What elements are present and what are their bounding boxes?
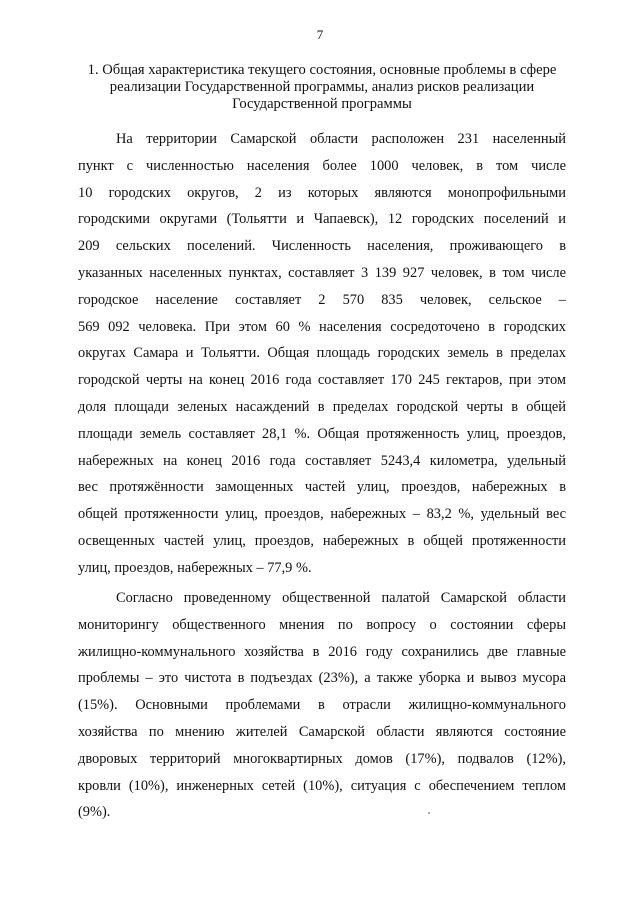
text-line: (15%). Основными проблемами в отрасли жилищно-коммунального bbox=[78, 697, 566, 714]
section-heading bbox=[72, 62, 572, 113]
text-line: городскими округами (Тольятти и Чапаевск), 12 городских поселений и bbox=[78, 211, 566, 228]
heading-line: 1. Общая характеристика текущего состояния, основные проблемы в сфере bbox=[87, 62, 557, 78]
text-line: доля площади зеленых насаждений в пределах городской черты в общей bbox=[78, 398, 566, 415]
text-line: площади земель составляет 28,1 %. Общая протяженность улиц, проездов, bbox=[78, 425, 566, 442]
text-line: хозяйства по мнению жителей Самарской области являются состояние bbox=[78, 723, 566, 740]
text-line: проблемы – это чистота в подъездах (23%), а также уборка и вывоз мусора bbox=[78, 670, 566, 687]
text-line: дворовых территорий многоквартирных домов (17%), подвалов (12%), bbox=[78, 750, 566, 767]
heading-line: реализации Государственной программы, анализ рисков реализации bbox=[109, 79, 535, 95]
text-line: На территории Самарской области расположен 231 населенный bbox=[116, 131, 566, 147]
paragraph-settlements bbox=[78, 131, 566, 587]
text-line: мониторингу общественного мнения по вопросу о состоянии сферы bbox=[78, 616, 566, 633]
heading-line: Государственной программы bbox=[232, 96, 412, 112]
text-line: кровли (10%), инженерных сетей (10%), ситуация с обеспечением теплом bbox=[78, 777, 566, 794]
text-line: пункт с численностью населения более 1000 человек, в том числе bbox=[78, 157, 566, 174]
text-line: вес протяжённости замощенных частей улиц, проездов, набережных в bbox=[78, 479, 566, 496]
text-line: городское население составляет 2 570 835 человек, сельское – bbox=[78, 291, 566, 308]
text-line: общей протяженности улиц, проездов, набережных – 83,2 %, удельный вес bbox=[78, 506, 566, 523]
scan-speck bbox=[428, 812, 430, 814]
text-line: 569 092 человека. При этом 60 % населения сосредоточено в городских bbox=[78, 318, 566, 335]
text-line: Согласно проведенному общественной палатой Самарской области bbox=[116, 590, 566, 606]
text-line: (9%). bbox=[78, 804, 111, 821]
text-line: жилищно-коммунального хозяйства в 2016 году сохранились две главные bbox=[78, 643, 566, 660]
text-line: набережных на конец 2016 года составляет 5243,4 километра, удельный bbox=[78, 452, 566, 469]
text-line: 10 городских округов, 2 из которых являются монопрофильными bbox=[78, 184, 566, 201]
text-line: улиц, проездов, набережных – 77,9 %. bbox=[78, 559, 312, 576]
text-line: указанных населенных пунктах, составляет 3 139 927 человек, в том числе bbox=[78, 264, 566, 281]
text-line: округах Самара и Тольятти. Общая площадь городских земель в пределах bbox=[78, 345, 566, 362]
text-line: 209 сельских поселений. Численность населения, проживающего в bbox=[78, 238, 566, 255]
text-line: городской черты на конец 2016 года составляет 170 245 гектаров, при этом bbox=[78, 372, 566, 389]
paragraph-survey bbox=[78, 590, 566, 831]
page-number: 7 bbox=[316, 27, 324, 42]
text-line: освещенных частей улиц, проездов, набережных в общей протяженности bbox=[78, 532, 566, 549]
